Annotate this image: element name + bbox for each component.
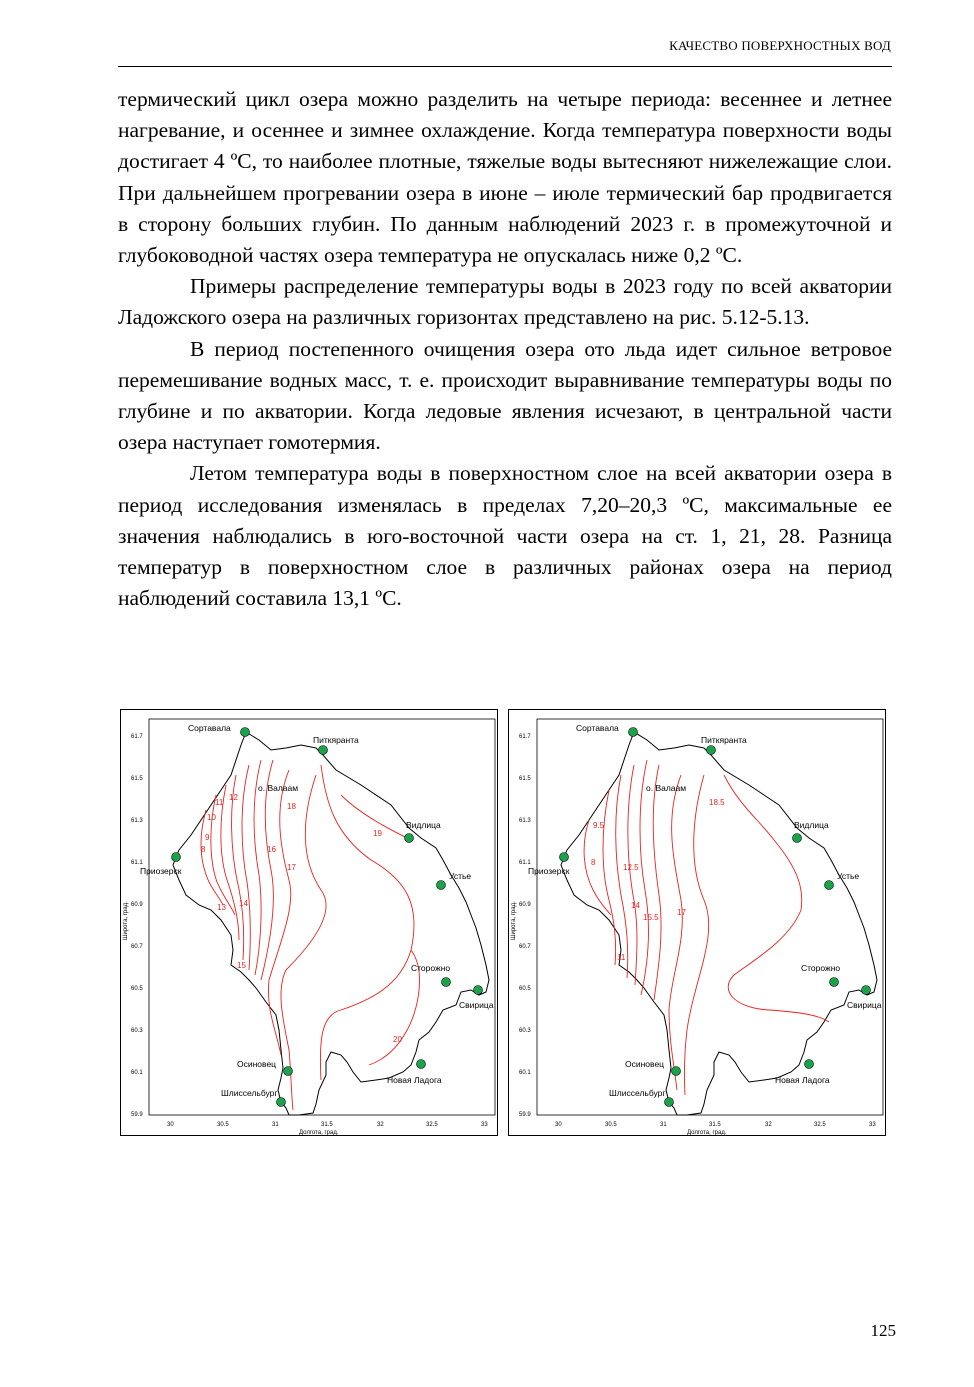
station-label: Сторожно: [801, 963, 841, 973]
station-marker: [474, 986, 483, 995]
temperature-map-left: [120, 709, 498, 1136]
isoline-label: 11: [215, 798, 224, 807]
station-marker: [417, 1060, 426, 1069]
station-marker: [793, 834, 802, 843]
station-label: о. Валаам: [258, 783, 299, 793]
x-axis-label: Долгота, град.: [687, 1130, 727, 1136]
station-marker: [830, 978, 839, 987]
y-tick-label: 61.3: [519, 818, 531, 824]
station-marker: [805, 1060, 814, 1069]
y-tick-label: 60.9: [131, 902, 143, 908]
y-tick-label: 59.9: [519, 1112, 531, 1118]
x-tick-label: 31: [660, 1122, 667, 1128]
station-label: Видлица: [794, 820, 829, 830]
station-label: Осиновец: [625, 1059, 665, 1069]
station-label: Питкяранта: [313, 735, 359, 745]
station-label: Приозерск: [528, 866, 570, 876]
station-marker: [707, 746, 716, 755]
station-label: Приозерск: [140, 866, 182, 876]
station-label: Сторожно: [411, 963, 451, 973]
isoline-label: 12.5: [623, 863, 639, 872]
station-marker: [629, 728, 638, 737]
station-label: о. Валаам: [646, 783, 687, 793]
coastline: [561, 732, 877, 1115]
station-marker: [437, 881, 446, 890]
station-label: Свирица: [847, 1000, 882, 1010]
station-label: Питкяранта: [701, 735, 747, 745]
station-label: Шлиссельбург: [221, 1088, 278, 1098]
isoline-label: 9.5: [593, 821, 605, 830]
station-label: Новая Ладога: [387, 1075, 442, 1085]
station-label: Новая Ладога: [775, 1075, 830, 1085]
y-tick-label: 60.9: [519, 902, 531, 908]
isoline-label: 8: [201, 845, 206, 854]
y-tick-label: 60.3: [131, 1028, 143, 1034]
y-tick-label: 61.3: [131, 818, 143, 824]
header-rule: [118, 66, 892, 67]
x-tick-label: 33: [869, 1122, 876, 1128]
x-tick-label: 32: [765, 1122, 772, 1128]
isoline-label: 15.5: [643, 913, 659, 922]
x-tick-label: 31.5: [321, 1122, 333, 1128]
x-axis-label: Долгота, град.: [299, 1130, 339, 1136]
y-tick-label: 61.7: [131, 734, 143, 740]
x-tick-label: 30: [555, 1122, 562, 1128]
isoline-label: 15: [237, 961, 246, 970]
station-marker: [284, 1067, 293, 1076]
x-tick-label: 32.5: [426, 1122, 438, 1128]
y-axis-label: Широта, град.: [123, 901, 129, 940]
y-axis-label: Широта, град.: [511, 901, 517, 940]
isoline-label: 17: [677, 908, 686, 917]
station-marker: [241, 728, 250, 737]
isoline-label: 16: [267, 845, 276, 854]
y-tick-label: 61.5: [131, 776, 143, 782]
x-tick-label: 30: [167, 1122, 174, 1128]
y-tick-label: 60.1: [131, 1070, 143, 1076]
isoline-label: 13: [217, 903, 226, 912]
paragraph: термический цикл озера можно разделить на четыре периода: весеннее и летнее нагревание, и осеннее и зимнее охлаждение. Когда температура поверхности воды достигает 4 ºС, то наиболее плотные, тяжелые воды вытесняют нижележащие слои. При дальнейшем прогревании озера в июне – июле термический бар продвигается в сторону больших глубин. По данным наблюдений 2023 г. в промежуточной и глубоководной частях озера температура не опускалась ниже 0,2 ºС.: [118, 87, 892, 268]
y-tick-label: 61.1: [131, 860, 143, 866]
station-marker: [277, 1098, 286, 1107]
paragraph: В период постепенного очищения озера ото льда идет сильное ветровое перемешивание водных масс, т. е. происходит выравнивание температуры воды по глубине и по акватории. Когда ледовые явления исчезают, в центральной части озера наступает гомотермия.: [118, 336, 892, 455]
isoline-label: 9: [205, 833, 210, 842]
coastline: [173, 732, 489, 1115]
temperature-map-right: [508, 709, 886, 1136]
isoline-label: 18.5: [709, 798, 725, 807]
y-tick-label: 60.3: [519, 1028, 531, 1034]
y-tick-label: 60.5: [131, 986, 143, 992]
isoline-label: 18: [287, 802, 296, 811]
station-label: Свирица: [459, 1000, 494, 1010]
station-marker: [405, 834, 414, 843]
x-tick-label: 32.5: [814, 1122, 826, 1128]
station-marker: [560, 853, 569, 862]
isoline-label: 20: [393, 1035, 402, 1044]
station-label: Видлица: [406, 820, 441, 830]
x-tick-label: 33: [481, 1122, 488, 1128]
y-tick-label: 60.1: [519, 1070, 531, 1076]
body-text: [118, 84, 892, 614]
paragraph: Примеры распределение температуры воды в 2023 году по всей акватории Ладожского озера на различных горизонтах представлено на рис. 5.12-5.13.: [118, 274, 892, 330]
y-tick-label: 59.9: [131, 1112, 143, 1118]
map-svg-right: [509, 710, 887, 1137]
x-tick-label: 31.5: [709, 1122, 721, 1128]
map-svg-left: [121, 710, 499, 1137]
isoline-label: 14: [631, 901, 640, 910]
station-label: Шлиссельбург: [609, 1088, 666, 1098]
station-marker: [319, 746, 328, 755]
y-axis: [123, 734, 143, 1118]
y-tick-label: 60.7: [131, 944, 143, 950]
x-tick-label: 32: [377, 1122, 384, 1128]
station-marker: [172, 853, 181, 862]
station-label: Осиновец: [237, 1059, 277, 1069]
x-tick-label: 30.5: [217, 1122, 229, 1128]
y-tick-label: 61.5: [519, 776, 531, 782]
y-tick-label: 61.1: [519, 860, 531, 866]
station-label: Устье: [449, 871, 472, 881]
isoline-label: 11: [617, 953, 626, 962]
y-tick-label: 60.7: [519, 944, 531, 950]
y-tick-label: 61.7: [519, 734, 531, 740]
x-tick-label: 30.5: [605, 1122, 617, 1128]
y-tick-label: 60.5: [519, 986, 531, 992]
x-axis: [555, 1122, 876, 1136]
page-number: 125: [870, 1321, 896, 1340]
station-marker: [862, 986, 871, 995]
station-marker: [442, 978, 451, 987]
x-tick-label: 31: [272, 1122, 279, 1128]
station-marker: [672, 1067, 681, 1076]
y-axis: [511, 734, 531, 1118]
isoline-label: 17: [287, 863, 296, 872]
isoline-label: 12: [229, 793, 238, 802]
isoline-label: 19: [373, 829, 382, 838]
running-header: КАЧЕСТВО ПОВЕРХНОСТНЫХ ВОД: [669, 38, 891, 53]
x-axis: [167, 1122, 488, 1136]
station-label: Сортавала: [188, 723, 231, 733]
isoline-label: 8: [591, 858, 596, 867]
isoline-label: 10: [207, 813, 216, 822]
station-marker: [665, 1098, 674, 1107]
station-label: Устье: [837, 871, 860, 881]
isoline-label: 14: [239, 899, 248, 908]
station-marker: [825, 881, 834, 890]
station-label: Сортавала: [576, 723, 619, 733]
paragraph: Летом температура воды в поверхностном слое на всей акватории озера в период исследования изменялась в пределах 7,20–20,3 ºС, максимальные ее значения наблюдались в юго-восточной части озера на ст. 1, 21, 28. Разница температур в поверхностном слое в различных районах озера на период наблюдений составила 13,1 ºС.: [118, 461, 892, 611]
